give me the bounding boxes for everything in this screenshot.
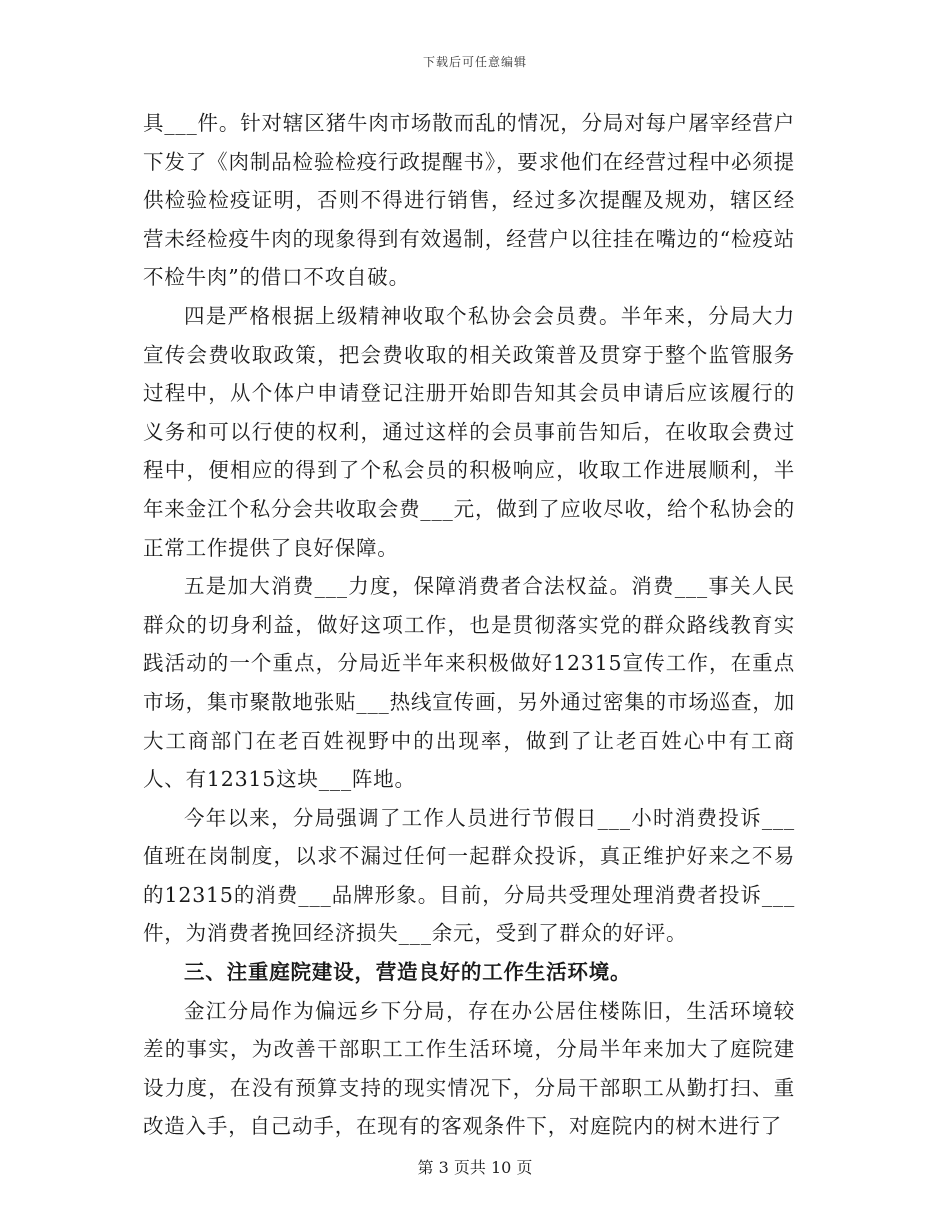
paragraph-consumer-rights: 五是加大消费___力度，保障消费者合法权益。消费___事关人民群众的切身利益，做好这项工作，也是贯彻落实党的群众路线教育实践活动的一个重点，分局近半年来积极做好12315宣传工作，在重点市场，集市聚散地张贴___热线宣传画，另外通过密集的市场巡查，加大工商部门在老百姓视野中的出现率，做到了让老百姓心中有工商人、有12315这块___阵地。 bbox=[143, 574, 795, 792]
page-number: 第 3 页共 10 页 bbox=[417, 1158, 533, 1177]
paragraph-membership-fees: 四是严格根据上级精神收取个私协会会员费。半年来，分局大力宣传会费收取政策，把会费收取的相关政策普及贯穿于整个监管服务过程中，从个体户申请登记注册开始即告知其会员申请后应该履行的义务和可以行使的权利，通过这样的会员事前告知后，在收取会费过程中，便相应的得到了个私会员的积极响应，收取工作进展顺利，半年来金江个私分会共收取会费___元，做到了应收尽收，给个私协会的正常工作提供了良好保障。 bbox=[143, 303, 795, 560]
paragraph-complaints: 今年以来，分局强调了工作人员进行节假日___小时消费投诉___值班在岗制度，以求不漏过任何一起群众投诉，真正维护好来之不易的12315的消费___品牌形象。目前，分局共受理处理消费者投诉___件，为消费者挽回经济损失___余元，受到了群众的好评。 bbox=[143, 805, 795, 946]
paragraph-continued: 具___件。针对辖区猪牛肉市场散而乱的情况，分局对每户屠宰经营户下发了《肉制品检验检疫行政提醒书》，要求他们在经营过程中必须提供检验检疫证明，否则不得进行销售，经过多次提醒及规劝，辖区经营未经检疫牛肉的现象得到有效遏制，经营户以往挂在嘴边的“检疫站不检牛肉”的借口不攻自破。 bbox=[143, 111, 795, 290]
paragraph-courtyard: 金江分局作为偏远乡下分局，存在办公居住楼陈旧，生活环境较差的事实，为改善干部职工工作生活环境，分局半年来加大了庭院建设力度，在没有预算支持的现实情况下，分局干部职工从勤打扫、重改造入手，自己动手，在现有的客观条件下，对庭院内的树木进行了 bbox=[143, 998, 795, 1139]
section-heading: 三、注重庭院建设，营造良好的工作生活环境。 bbox=[184, 960, 632, 985]
page-header: 下载后可任意编辑 bbox=[422, 55, 527, 69]
document-body bbox=[143, 104, 795, 1146]
